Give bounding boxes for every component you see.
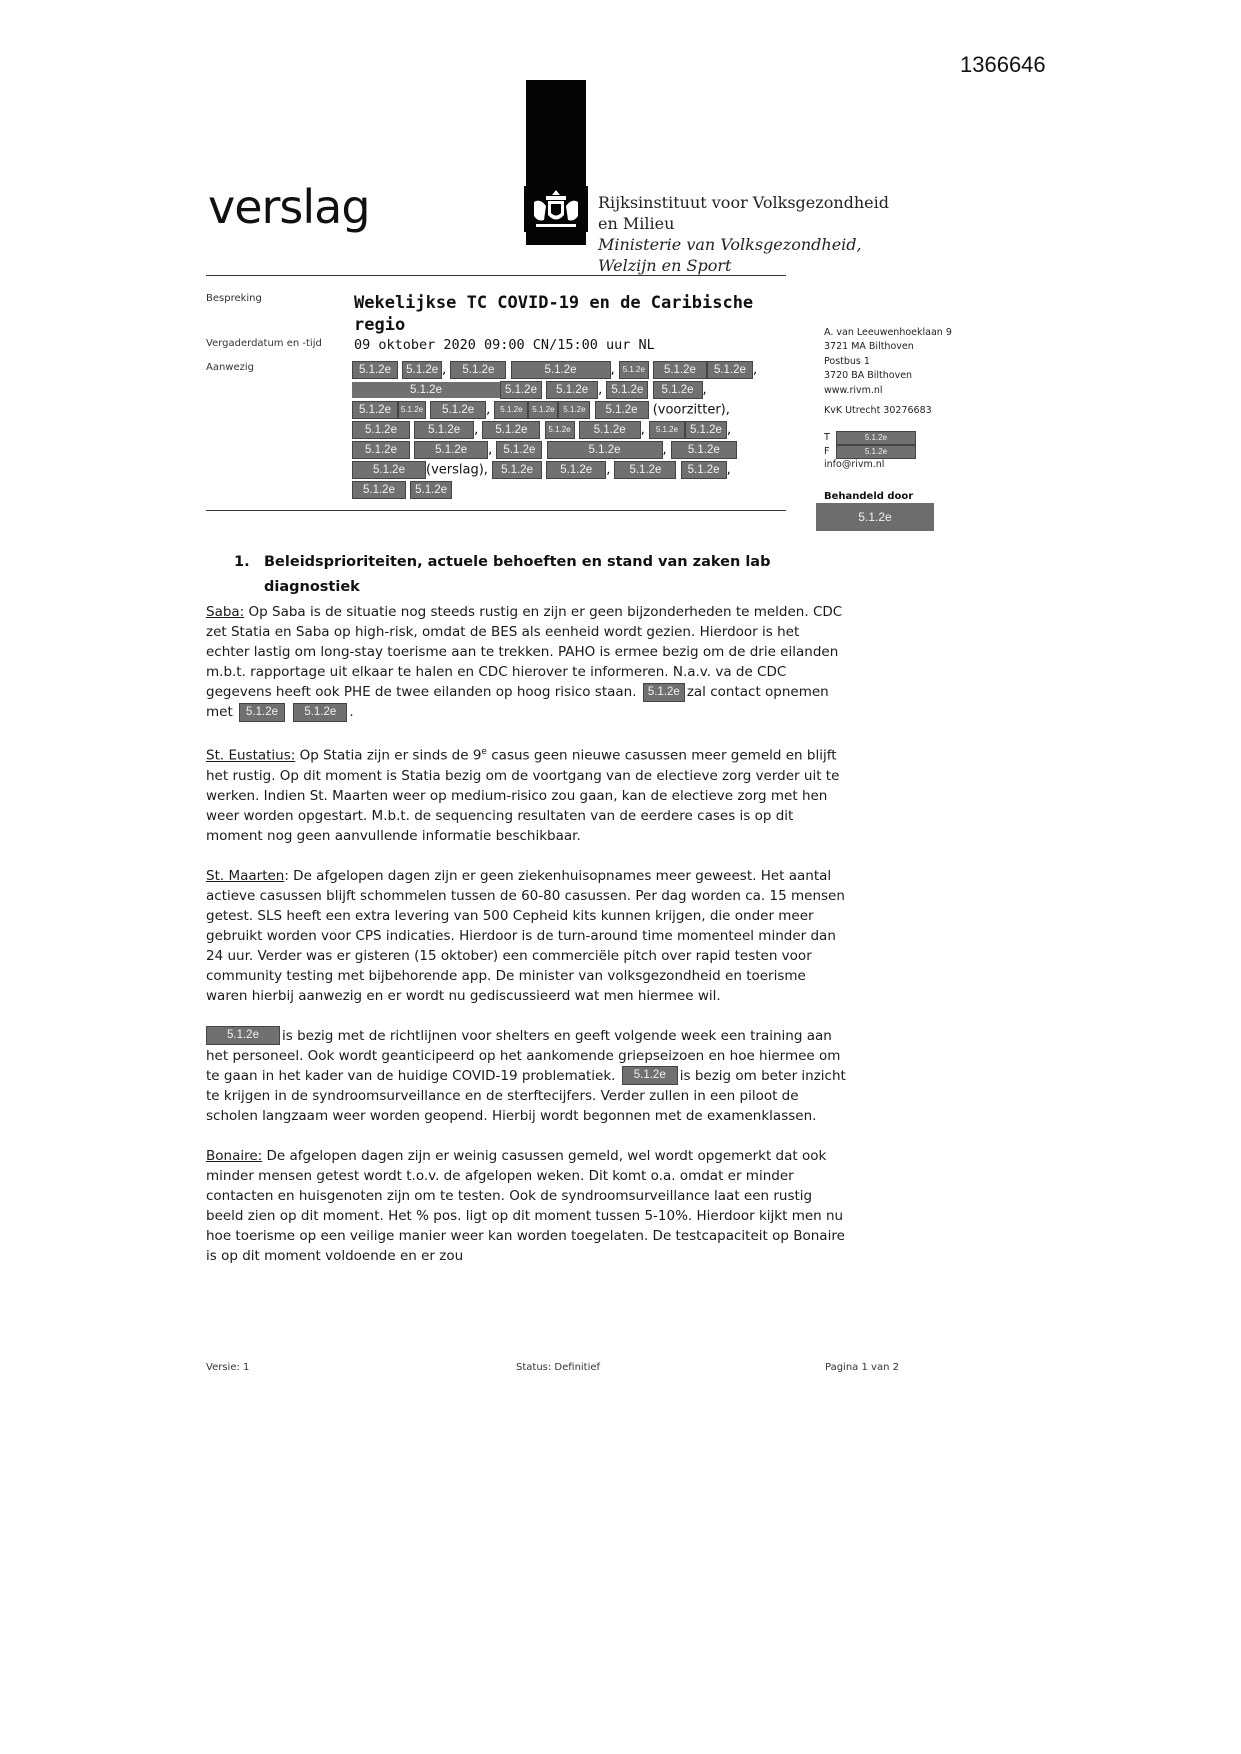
coat-of-arms-icon xyxy=(524,186,588,232)
redaction: 5.1.2e xyxy=(293,703,347,722)
redaction: 5.1.2e xyxy=(643,683,685,702)
redaction: 5.1.2e xyxy=(352,461,426,479)
sender-address xyxy=(824,326,994,473)
shelters-text-continued: is bezig om beter inzicht te krijgen in de syndroomsurveillance en de sterftecijfers. Verder zullen in een piloot de scholen langzaam weer worden geopend. Hierbij wordt begonnen met de examenklassen. xyxy=(206,1067,846,1124)
maarten-text: : De afgelopen dagen zijn er geen ziekenhuisopnames meer geweest. Het aantal actieve casussen blijft schommelen tussen de 60-80 casussen. Per dag worden ca. 15 mensen getest. SLS heeft een extra levering van 500 Cepheid kits kunnen krijgen, die onder meer gebruikt worden voor CPS indicaties. Hierdoor is de turn-around time momenteel minder dan 24 uur. Verder was er gisteren (15 oktober) een commerciële pitch over rapid testen voor community testing met bijbehorende app. De minister van volksgezondheid en toerisme waren hierbij aanwezig en er wordt nu gediscussieerd wat men hiermee wil. xyxy=(206,867,845,1004)
redaction: 5.1.2e xyxy=(494,401,528,419)
footer-page: Pagina 1 van 2 xyxy=(825,1362,899,1373)
redaction: 5.1.2e xyxy=(545,421,575,439)
attendees-line: 5.1.2e 5.1.2e , 5.1.2e 5.1.2e , 5.1.2e 5.1.2e 5.1.2e , xyxy=(352,360,762,380)
redaction: 5.1.2e xyxy=(352,382,500,398)
attendees-line: 5.1.2e 5.1.2e , 5.1.2e 5.1.2e , 5.1.2e xyxy=(352,440,762,460)
redaction: 5.1.2e xyxy=(547,441,663,459)
fax-row xyxy=(824,445,994,458)
redaction: 5.1.2e xyxy=(622,1066,678,1085)
address-email: info@rivm.nl xyxy=(824,459,885,471)
saba-text: Op Saba is de situatie nog steeds rustig en zijn er geen bijzonderheden te melden. CDC zet Statia en Saba op high-risk, omdat de BES als eenheid wordt gezien. Hierdoor is het echter lastig om long-stay toerisme aan te trekken. PAHO is ermee bezig om de drie eilanden m.b.t. rapportage uit elkaar te halen en CDC hierover te informeren. N.a.v. va de CDC gegevens heeft ook PHE de twee eilanden op hoog risico staan. xyxy=(206,604,843,700)
footer-status: Status: Definitief xyxy=(516,1362,601,1373)
attendees-line xyxy=(352,480,762,500)
redaction: 5.1.2e xyxy=(402,361,442,379)
shelters-text: is bezig met de richtlijnen voor shelters en geeft volgende week een training aan het personeel. Ook wordt geanticipeerd op het aankomende griepseizoen en hoe hiermee om te gaan in het kader van de huidige COVID-19 problematiek. xyxy=(206,1027,841,1084)
redaction: 5.1.2e xyxy=(500,381,542,399)
bespreking-label: Bespreking xyxy=(206,293,262,304)
redaction: 5.1.2e xyxy=(595,401,649,419)
redaction: 5.1.2e xyxy=(496,441,542,459)
address-kvk: KvK Utrecht 30276683 xyxy=(824,405,932,417)
meta-divider xyxy=(206,510,786,511)
fax-label: F xyxy=(824,445,830,457)
redaction: 5.1.2e xyxy=(546,461,606,479)
redaction: 5.1.2e xyxy=(558,401,590,419)
redaction: 5.1.2e xyxy=(836,445,916,459)
phone-row xyxy=(824,431,994,444)
address-street: A. van Leeuwenhoeklaan 9 xyxy=(824,327,952,338)
redaction: 5.1.2e xyxy=(352,481,406,499)
org-line-1: Rijksinstituut voor Volksgezondheid xyxy=(598,193,889,212)
redaction: 5.1.2e xyxy=(239,703,285,722)
statia-text-continued: casus geen nieuwe casussen meer gemeld en blijft het rustig. Op dit moment is Statia bezig om de voortgang van de electieve zorg verder uit te werken. Indien St. Maarten weer op medium-risico zou gaan, kan de electieve zorg met hen weer worden opgestart. M.b.t. de sequencing resultaten van de eerdere cases is op dit moment nog geen aanvullende informatie beschikbaar. xyxy=(206,747,840,844)
statia-label: St. Eustatius: xyxy=(206,747,296,764)
saba-tail: zal contact opnemen met xyxy=(206,684,829,720)
report-body xyxy=(206,602,846,1286)
role-chair: (voorzitter) xyxy=(652,402,726,418)
redaction: 5.1.2e xyxy=(482,421,540,439)
attendees-list xyxy=(352,360,762,500)
redaction: 5.1.2e xyxy=(430,401,486,419)
header-divider xyxy=(206,275,786,276)
redaction: 5.1.2e xyxy=(614,461,676,479)
address-postcode: 3721 MA Bilthoven xyxy=(824,341,914,353)
redaction: 5.1.2e xyxy=(398,401,426,419)
redaction: 5.1.2e xyxy=(681,461,727,479)
org-line-4: Welzijn en Sport xyxy=(598,256,732,275)
redaction: 5.1.2e xyxy=(352,361,398,379)
redaction: 5.1.2e xyxy=(450,361,506,379)
redaction: 5.1.2e xyxy=(619,361,649,379)
redaction: 5.1.2e xyxy=(606,381,648,399)
redaction: 5.1.2e xyxy=(649,421,685,439)
phone-label: T xyxy=(824,431,830,443)
attendees-line: 5.1.2e 5.1.2e , 5.1.2e 5.1.2e 5.1.2e , 5.1.2e 5.1.2e , xyxy=(352,420,762,440)
redaction: 5.1.2e xyxy=(410,481,452,499)
redaction: 5.1.2e xyxy=(414,421,474,439)
redaction: 5.1.2e xyxy=(653,381,703,399)
redaction: 5.1.2e xyxy=(528,401,558,419)
role-minutes: (verslag) xyxy=(426,462,484,478)
org-line-3: Ministerie van Volksgezondheid, xyxy=(598,235,862,254)
redaction: 5.1.2e xyxy=(685,421,727,439)
paragraph-shelters xyxy=(206,1026,846,1126)
organization-name xyxy=(598,192,889,276)
statia-superscript: e xyxy=(481,747,487,757)
paragraph-statia xyxy=(206,742,846,846)
document-type-title: verslag xyxy=(208,180,370,234)
attendees-line: 5.1.2e 5.1.2e 5.1.2e , 5.1.2e 5.1.2e , xyxy=(352,380,762,400)
redaction: 5.1.2e xyxy=(546,381,598,399)
org-line-2: en Milieu xyxy=(598,214,675,233)
redaction: 5.1.2e xyxy=(511,361,611,379)
address-postbus: Postbus 1 xyxy=(824,355,870,367)
document-number: 1366646 xyxy=(960,52,1046,77)
redaction: 5.1.2e xyxy=(352,401,398,419)
vergaderdatum-label: Vergaderdatum en -tijd xyxy=(206,338,322,349)
redaction: 5.1.2e xyxy=(579,421,641,439)
handled-by-label: Behandeld door xyxy=(824,491,914,502)
attendees-line: 5.1.2e 5.1.2e 5.1.2e , 5.1.2e 5.1.2e 5.1.2e 5.1.2e (voorzitter), xyxy=(352,400,762,420)
meeting-datetime: 09 oktober 2020 09:00 CN/15:00 uur NL xyxy=(354,337,655,353)
section-heading xyxy=(234,550,794,600)
redaction: 5.1.2e xyxy=(671,441,737,459)
redaction: 5.1.2e xyxy=(653,361,707,379)
paragraph-bonaire xyxy=(206,1146,846,1266)
maarten-label: St. Maarten xyxy=(206,867,285,884)
redaction: 5.1.2e xyxy=(352,441,410,459)
address-postbus-city: 3720 BA Bilthoven xyxy=(824,370,913,382)
redaction: 5.1.2e xyxy=(836,431,916,445)
section-number: 1. xyxy=(234,554,250,570)
saba-label: Saba: xyxy=(206,604,245,620)
handled-by-redaction: 5.1.2e xyxy=(816,503,934,531)
aanwezig-label: Aanwezig xyxy=(206,362,255,373)
section-title: Beleidsprioriteiten, actuele behoeften en stand van zaken lab diagnostiek xyxy=(264,554,771,595)
statia-text: Op Statia zijn er sinds de 9 xyxy=(295,747,482,764)
bonaire-text: De afgelopen dagen zijn er weinig casussen gemeld, wel wordt opgemerkt dat ook minder mensen getest wordt t.o.v. de afgelopen weken. Dit komt o.a. omdat er minder contacten en huisgenoten zijn om te testen. Ook de syndroomsurveillance laat een rustig beeld zien op dit moment. Het % pos. ligt op dit moment tussen 5-10%. Hierdoor kijkt men nu hoe toerisme op een veilige manier weer kan worden toegelaten. De testcapaciteit op Bonaire is op dit moment voldoende en er zou xyxy=(206,1147,845,1264)
meeting-title: Wekelijkse TC COVID-19 en de Caribische regio xyxy=(354,293,754,335)
redaction: 5.1.2e xyxy=(492,461,542,479)
address-website: www.rivm.nl xyxy=(824,384,883,396)
redaction: 5.1.2e xyxy=(707,361,753,379)
paragraph-saba: Saba: Op Saba is de situatie nog steeds rustig en zijn er geen bijzonderheden te melden. CDC zet Statia en Saba op high-risk, omdat de BES als eenheid wordt gezien. Hierdoor is het echter lastig om long-stay toerisme aan te trekken. PAHO is ermee bezig om de drie eilanden m.b.t. rapportage uit elkaar te halen en CDC hierover te informeren. N.a.v. va de CDC gegevens heeft ook PHE de twee eilanden op hoog risico staan. 5.1.2e zal contact opnemen met 5.1.2e 5.1.2e . xyxy=(206,604,843,720)
paragraph-st-maarten xyxy=(206,866,846,1006)
redaction: 5.1.2e xyxy=(414,441,488,459)
bonaire-label: Bonaire: xyxy=(206,1147,263,1164)
footer-version: Versie: 1 xyxy=(206,1362,250,1373)
redaction: 5.1.2e xyxy=(352,421,410,439)
redaction: 5.1.2e xyxy=(206,1026,280,1045)
attendees-line: 5.1.2e (verslag), 5.1.2e 5.1.2e , 5.1.2e 5.1.2e , xyxy=(352,460,762,480)
